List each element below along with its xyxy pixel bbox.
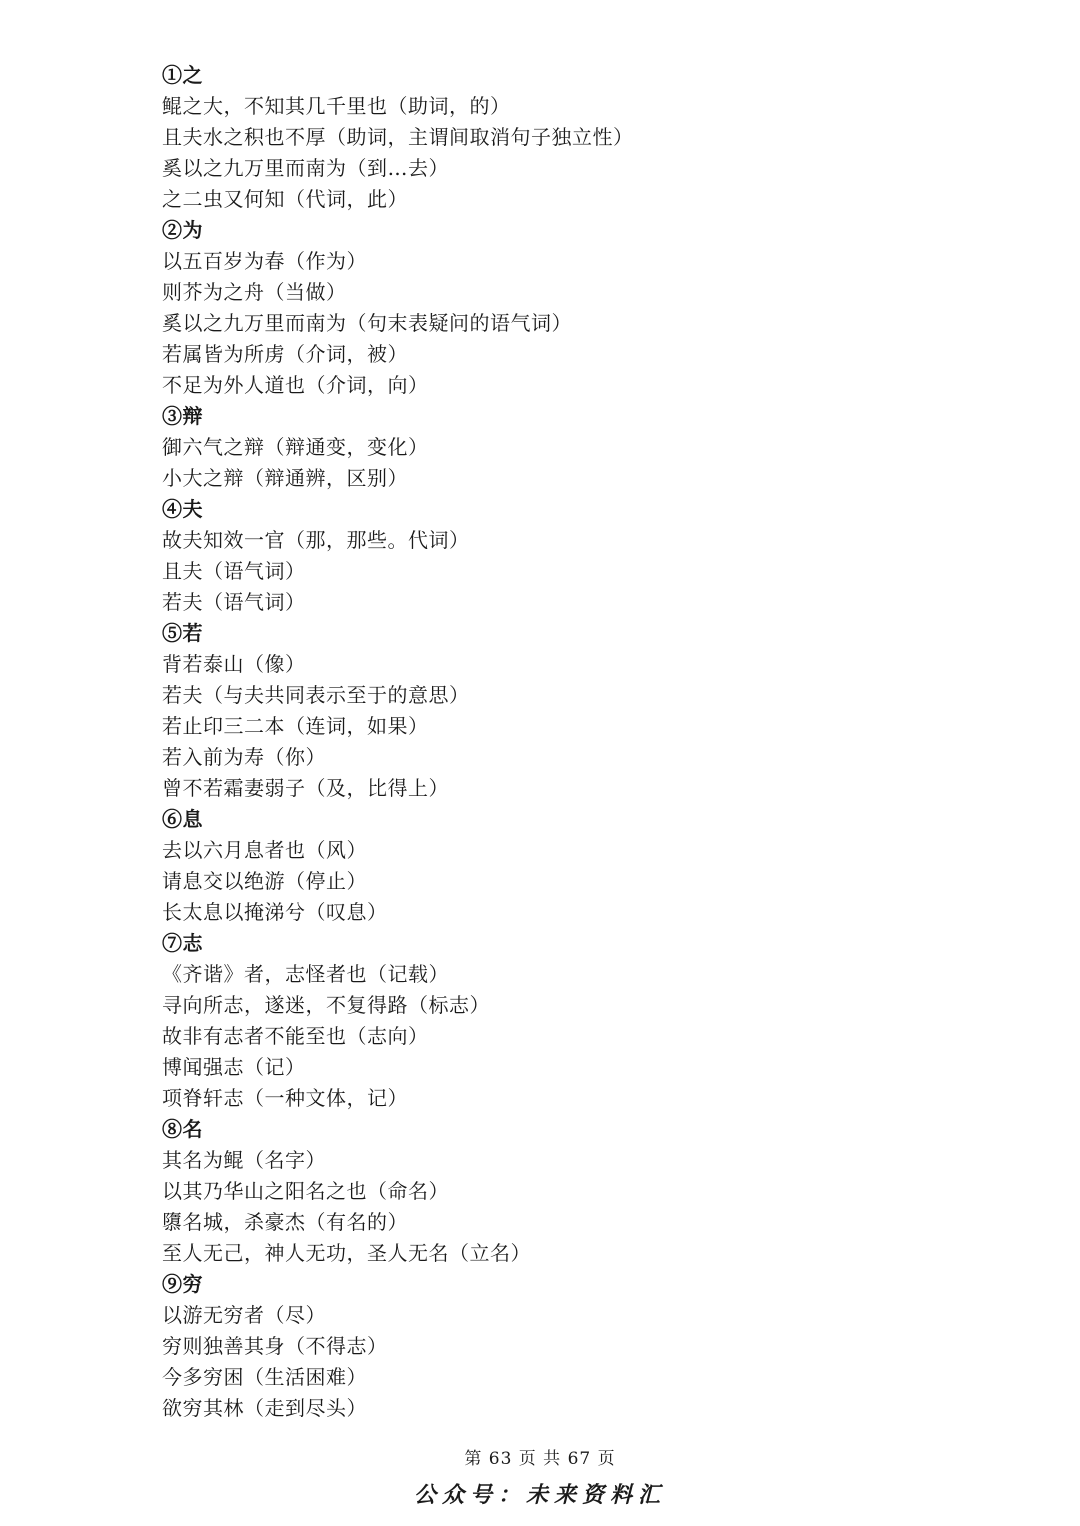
wechat-watermark: 公众号：未来资料汇 [413, 1483, 666, 1508]
example-line: 隳名城，杀豪杰（有名的） [162, 1210, 408, 1234]
example-line: 曾不若霜妻弱子（及，比得上） [162, 776, 449, 800]
section-heading: ⑥息 [162, 807, 203, 831]
example-line: 若夫（语气词） [162, 590, 306, 614]
example-line: 若夫（与夫共同表示至于的意思） [162, 683, 470, 707]
example-line: 小大之辩（辩通辨，区别） [162, 466, 408, 490]
example-line: 其名为鲲（名字） [162, 1148, 326, 1172]
example-line: 之二虫又何知（代词，此） [162, 187, 408, 211]
example-line: 且夫（语气词） [162, 559, 306, 583]
example-line: 穷则独善其身（不得志） [162, 1334, 388, 1358]
example-line: 请息交以绝游（停止） [162, 869, 367, 893]
example-line: 且夫水之积也不厚（助词，主谓间取消句子独立性） [162, 125, 634, 149]
section-heading: ⑤若 [162, 621, 203, 645]
example-line: 则芥为之舟（当做） [162, 280, 347, 304]
example-line: 项脊轩志（一种文体，记） [162, 1086, 408, 1110]
example-line: 若入前为寿（你） [162, 745, 326, 769]
example-line: 去以六月息者也（风） [162, 838, 367, 862]
example-line: 以游无穷者（尽） [162, 1303, 326, 1327]
section-heading: ⑦志 [162, 931, 203, 955]
example-line: 长太息以掩涕兮（叹息） [162, 900, 388, 924]
example-line: 故非有志者不能至也（志向） [162, 1024, 429, 1048]
example-line: 奚以之九万里而南为（句末表疑问的语气词） [162, 311, 572, 335]
example-line: 以其乃华山之阳名之也（命名） [162, 1179, 449, 1203]
section-heading: ④夫 [162, 497, 203, 521]
section-heading: ②为 [162, 218, 203, 242]
example-line: 博闻强志（记） [162, 1055, 306, 1079]
example-line: 御六气之辩（辩通变，变化） [162, 435, 429, 459]
section-heading: ①之 [162, 63, 203, 87]
example-line: 背若泰山（像） [162, 652, 306, 676]
section-heading: ⑧名 [162, 1117, 203, 1141]
example-line: 寻向所志，遂迷，不复得路（标志） [162, 993, 490, 1017]
example-line: 欲穷其林（走到尽头） [162, 1396, 367, 1420]
example-line: 故夫知效一官（那，那些。代词） [162, 528, 470, 552]
example-line: 至人无己，神人无功，圣人无名（立名） [162, 1241, 531, 1265]
example-line: 奚以之九万里而南为（到…去） [162, 156, 449, 180]
example-line: 若止印三二本（连词，如果） [162, 714, 429, 738]
example-line: 不足为外人道也（介词，向） [162, 373, 429, 397]
example-line: 今多穷困（生活困难） [162, 1365, 367, 1389]
example-line: 若属皆为所虏（介词，被） [162, 342, 408, 366]
example-line: 鲲之大，不知其几千里也（助词，的） [162, 94, 511, 118]
page-number: 第 63 页 共 67 页 [464, 1449, 616, 1469]
example-line: 以五百岁为春（作为） [162, 249, 367, 273]
section-heading: ⑨穷 [162, 1272, 203, 1296]
document-body [162, 60, 1042, 1424]
section-heading: ③辩 [162, 404, 203, 428]
example-line: 《齐谐》者，志怪者也（记载） [162, 962, 449, 986]
